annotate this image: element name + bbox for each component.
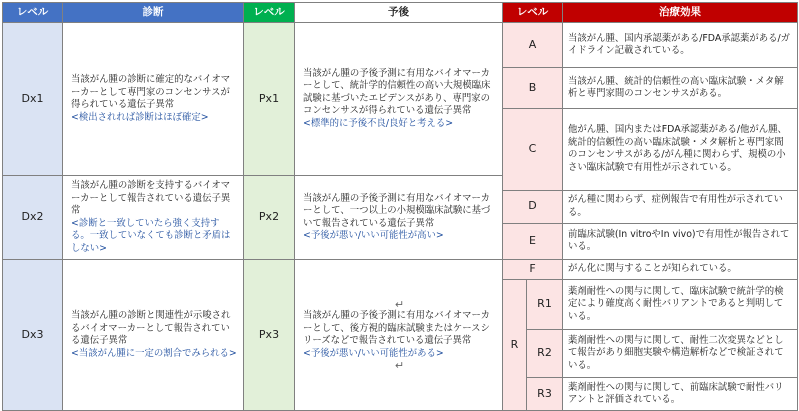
effect-description: 当該がん腫、統計的信頼性の高い臨床試験・メタ解析と専門家間のコンセンサスがある。 (563, 68, 798, 109)
header-row (3, 3, 798, 23)
resistance-description: 薬剤耐性への関与に関して、前臨床試験で耐性バリアントと評価されている。 (563, 378, 798, 411)
effect-level: B (503, 68, 563, 109)
px-text: 当該がん腫の予後予測に有用なバイオマーカーとして、統計学的信頼性の高い大規模臨床試験に基づいたエビデンスがあり、専門家のコンセンサスが得られている遺伝子異常 (303, 67, 491, 117)
resistance-sublevel: R1 (527, 280, 563, 330)
dx-text: 当該がん腫の診断を支持するバイオマーカーとして報告されている遺伝子異常 (71, 180, 231, 216)
resistance-level: R (503, 280, 527, 411)
effect-description: がん種に関わらず、症例報告で有用性が示されている。 (563, 190, 798, 223)
effect-level: E (503, 223, 563, 259)
px-description (295, 176, 503, 260)
px-note: <予後が悪い/いい可能性がある> (303, 347, 444, 359)
header-level-prognosis: レベル (244, 3, 295, 23)
dx-description (63, 176, 244, 260)
dx-text: 当該がん腫の診断に確定的なバイオマーカーとして専門家のコンセンサスが得られている遺伝子異常 (71, 74, 231, 110)
dx-note: <診断と一致していたら強く支持する。一致していなくても診断と矛盾はしない> (71, 217, 231, 254)
px-description (295, 23, 503, 176)
px-description (295, 260, 503, 411)
px-level: Px3 (244, 260, 295, 411)
effect-description: 他がん腫、国内またはFDA承認薬がある/他がん腫、統計的信頼性の高い臨床試験・メタ解析と専門家間のコンセンサスがある/がん種に関わらず、規模の小さい臨床試験で有用性が示されている。 (563, 109, 798, 191)
effect-description: 前臨床試験(In vitroやIn vivo)で有用性が報告されている。 (563, 223, 798, 259)
effect-level: A (503, 23, 563, 68)
header-effect: 治療効果 (563, 3, 798, 23)
effect-level: D (503, 190, 563, 223)
header-level-diagnosis: レベル (3, 3, 63, 23)
dx-level: Dx3 (3, 260, 63, 411)
return-arrow-icon: ↵ (394, 359, 405, 372)
header-diagnosis: 診断 (63, 3, 244, 23)
dx-level: Dx2 (3, 176, 63, 260)
effect-level: C (503, 109, 563, 191)
px-text: 当該がん腫の予後予測に有用なバイオマーカーとして、後方視的臨床試験またはケースシリーズなどで報告されている遺伝子異常 (303, 310, 491, 346)
header-level-effect: レベル (503, 3, 563, 23)
resistance-sublevel: R2 (527, 330, 563, 378)
px-note: <予後が悪い/いい可能性が高い> (303, 230, 444, 241)
dx-text: 当該がん腫の診断と関連性が示唆されるバイオマーカーとして報告されている遺伝子異常 (71, 310, 231, 346)
effect-level: F (503, 260, 563, 280)
header-prognosis: 予後 (295, 3, 503, 23)
px-note: <標準的に予後不良/良好と考える> (303, 117, 454, 129)
px-level: Px2 (244, 176, 295, 260)
resistance-description: 薬剤耐性への関与に関して、臨床試験で統計学的検定により確度高く耐性バリアントであると判明している。 (563, 280, 798, 330)
return-arrow-icon: ↵ (394, 298, 405, 311)
dx-note: <検出されれば診断はほぼ確定> (71, 111, 209, 123)
dx-note: <当該がん腫に一定の割合でみられる> (71, 347, 237, 359)
effect-description: 当該がん腫、国内承認薬がある/FDA承認薬がある/ガイドライン記載されている。 (563, 23, 798, 68)
dx-description (63, 260, 244, 411)
resistance-description: 薬剤耐性への関与に関して、耐性二次変異などとして報告があり細胞実験や構造解析などで検証されている。 (563, 330, 798, 378)
resistance-sublevel: R3 (527, 378, 563, 411)
dx-description (63, 23, 244, 176)
px-level: Px1 (244, 23, 295, 176)
effect-description: がん化に関与することが知られている。 (563, 260, 798, 280)
px-text: 当該がん腫の予後予測に有用なバイオマーカーとして、一つ以上の小規模臨床試験に基づいて報告されている遺伝子異常 (303, 192, 491, 229)
evidence-level-table (2, 2, 798, 411)
dx-level: Dx1 (3, 23, 63, 176)
